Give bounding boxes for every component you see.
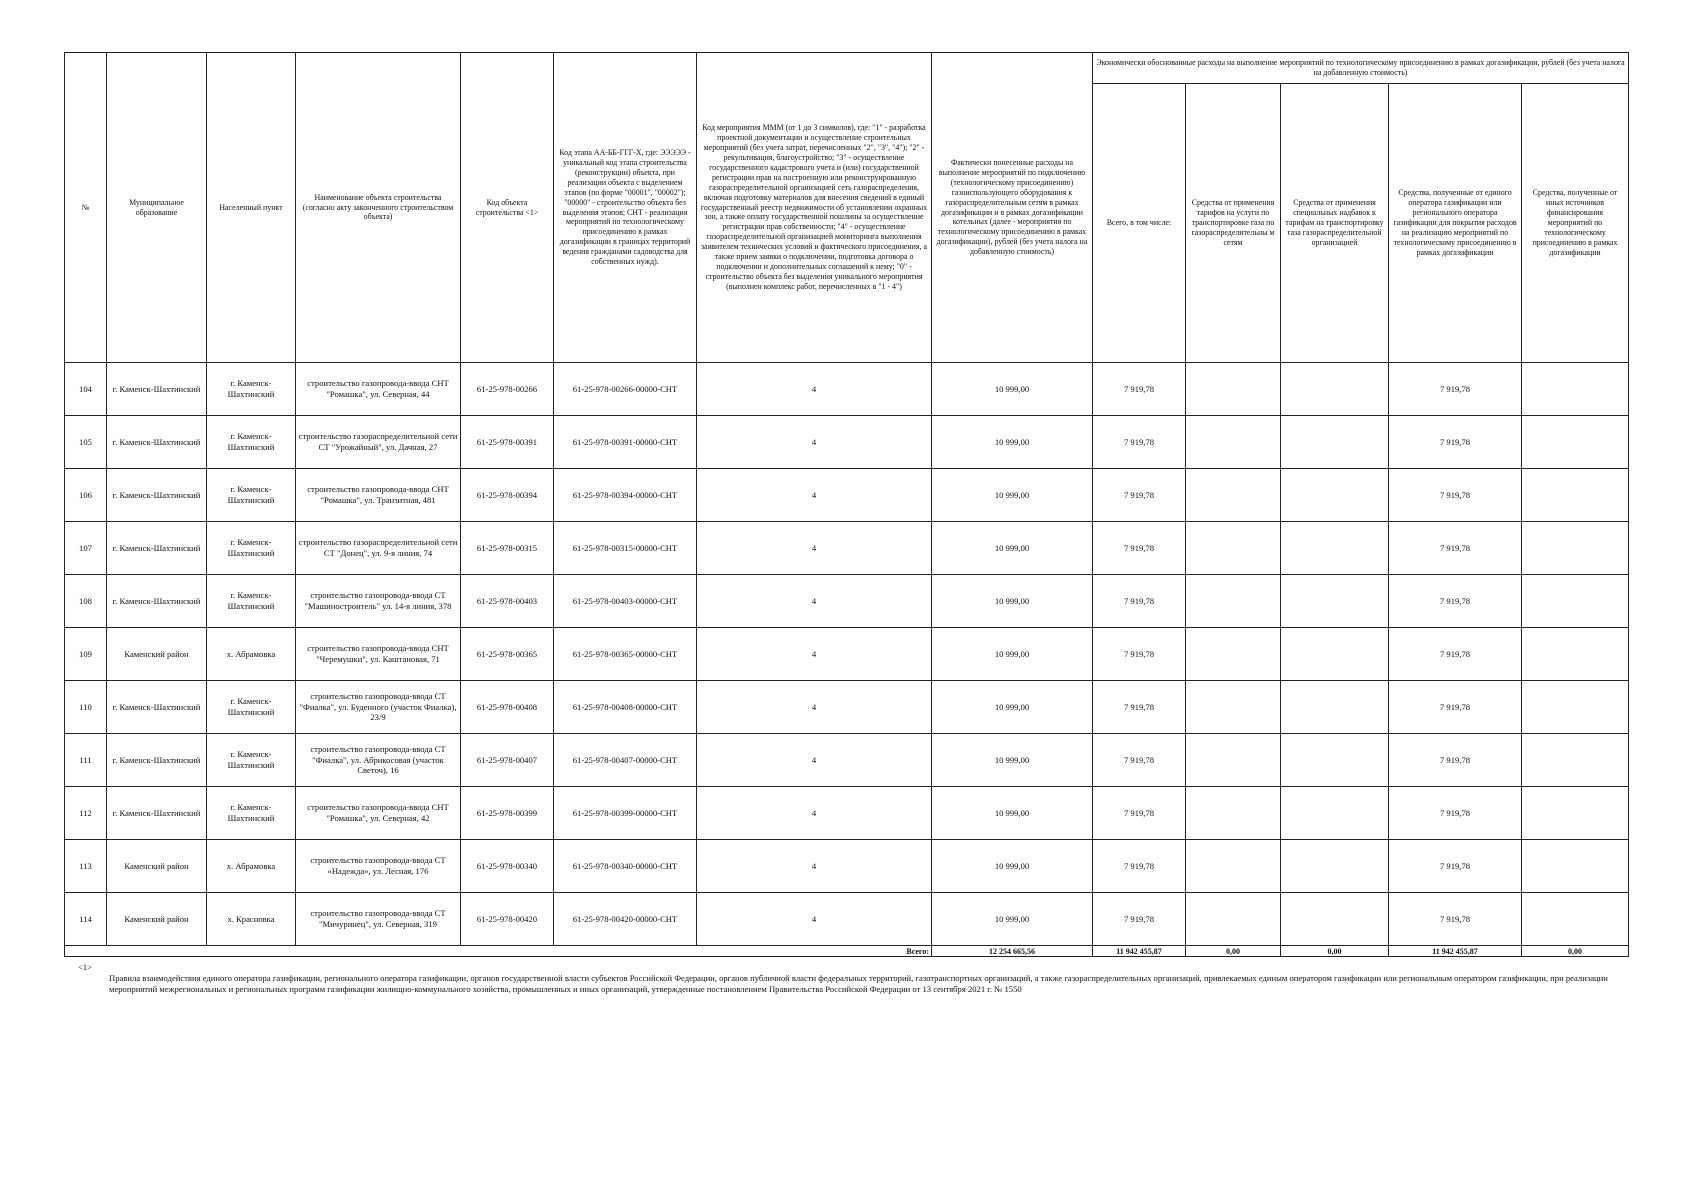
cell-other — [1522, 363, 1629, 416]
cell-tariff — [1186, 416, 1281, 469]
cell-other — [1522, 628, 1629, 681]
cell-operator: 7 919,78 — [1389, 363, 1522, 416]
cell-total: 7 919,78 — [1093, 840, 1186, 893]
cell-tariff — [1186, 734, 1281, 787]
header-tariff-funds: Средства от применения тарифов на услуги по транспортировке газа по газораспределительны м сетям — [1186, 84, 1281, 363]
totals-tariff: 0,00 — [1186, 946, 1281, 957]
cell-surcharge — [1281, 893, 1389, 946]
cell-num: 111 — [65, 734, 107, 787]
cell-settlement: г. Каменск-Шахтинский — [207, 469, 296, 522]
cell-object-name: строительство газопровода-ввода СТ "Машиностроитель" ул. 14-я линия, 378 — [296, 575, 461, 628]
cell-num: 114 — [65, 893, 107, 946]
cell-tariff — [1186, 787, 1281, 840]
cell-stage-code: 61-25-978-00315-00000-СНТ — [554, 522, 697, 575]
table-row — [65, 416, 1629, 469]
cell-stage-code: 61-25-978-00399-00000-СНТ — [554, 787, 697, 840]
totals-surcharge: 0,00 — [1281, 946, 1389, 957]
header-event-code: Код мероприятия ММM (от 1 до 3 символов), где: "1" - разработка проектной документации и осуществление строительных мероприятий (без учета затрат, перечисленных "2", "3", "4"); "2" - рекультивация, благоустройство; "3" - осуществление государственного кадастрового учета и (или) государственной регистрации прав на построенную или реконструированную газораспределительной организацией сеть газораспределения, включая подготовку материалов для внесения сведений в единый государственный реестр недвижимости об установлении охранных зон, а также оплату государственной пошлины за осуществление регистрации прав собственности; "4" - осуществление газораспределительной организацией мониторинга выполнения заявителем технических условий и фактического присоединения, а также прием заявки о подключении, подготовка договора о подключении и дополнительных соглашений к нему; "0" - строительство объекта без выделения уникального мероприятия (выполнен комплекс работ, перечисленных в "1 - 4") — [697, 53, 932, 363]
cell-operator: 7 919,78 — [1389, 681, 1522, 734]
cell-tariff — [1186, 681, 1281, 734]
cell-object-code: 61-25-978-00399 — [461, 787, 554, 840]
header-settlement: Населенный пункт — [207, 53, 296, 363]
footnote-mark: <1> — [78, 962, 92, 972]
cell-actual-costs: 10 999,00 — [932, 522, 1093, 575]
footnote — [78, 962, 1628, 995]
cell-object-code: 61-25-978-00315 — [461, 522, 554, 575]
cell-settlement: г. Каменск-Шахтинский — [207, 787, 296, 840]
cell-municipality: Каменский район — [107, 628, 207, 681]
cell-object-code: 61-25-978-00365 — [461, 628, 554, 681]
cell-object-name: строительство газопровода-ввода СНТ "Черемушки", ул. Каштановая, 71 — [296, 628, 461, 681]
cell-settlement: г. Каменск-Шахтинский — [207, 363, 296, 416]
cell-municipality: Каменский район — [107, 840, 207, 893]
cell-event-code: 4 — [697, 681, 932, 734]
cell-total: 7 919,78 — [1093, 416, 1186, 469]
header-operator-funds: Средства, полученные от единого оператора газификации или регионального оператора газификации для покрытия расходов на реализацию мероприятий по технологическому присоединению в рамках догазификации — [1389, 84, 1522, 363]
cell-municipality: г. Каменск-Шахтинский — [107, 416, 207, 469]
cell-total: 7 919,78 — [1093, 734, 1186, 787]
totals-operator: 11 942 455,87 — [1389, 946, 1522, 957]
cell-actual-costs: 10 999,00 — [932, 734, 1093, 787]
cell-num: 110 — [65, 681, 107, 734]
cell-surcharge — [1281, 522, 1389, 575]
cell-num: 113 — [65, 840, 107, 893]
cell-surcharge — [1281, 363, 1389, 416]
cell-object-code: 61-25-978-00340 — [461, 840, 554, 893]
costs-table — [64, 52, 1629, 957]
cell-num: 112 — [65, 787, 107, 840]
cell-total: 7 919,78 — [1093, 787, 1186, 840]
cell-event-code: 4 — [697, 522, 932, 575]
cell-settlement: х. Абрамовка — [207, 628, 296, 681]
cell-settlement: г. Каменск-Шахтинский — [207, 416, 296, 469]
header-actual-costs: Фактически понесенные расходы на выполнение мероприятий по подключению (технологическому присоединению) газоиспользующего оборудования к газораспределительным сетям в рамках догазификации и в рамках догазификации котельных (далее - мероприятия по технологическому присоединению в рамках догазификации), рублей (без учета налога на добавленную стоимость) — [932, 53, 1093, 363]
totals-total: 11 942 455,87 — [1093, 946, 1186, 957]
cell-object-name: строительство газораспределительной сети СТ "Донец", ул. 9-я линия, 74 — [296, 522, 461, 575]
cell-other — [1522, 575, 1629, 628]
cell-num: 108 — [65, 575, 107, 628]
cell-municipality: г. Каменск-Шахтинский — [107, 734, 207, 787]
cell-object-name: строительство газопровода-ввода СНТ "Ромашка", ул. Северная, 44 — [296, 363, 461, 416]
cell-other — [1522, 840, 1629, 893]
table-row — [65, 787, 1629, 840]
cell-event-code: 4 — [697, 840, 932, 893]
header-object-code: Код объекта строительства <1> — [461, 53, 554, 363]
cell-total: 7 919,78 — [1093, 575, 1186, 628]
cell-municipality: г. Каменск-Шахтинский — [107, 363, 207, 416]
cell-tariff — [1186, 840, 1281, 893]
cell-object-name: строительство газопровода-ввода СТ "Фиалка", ул. Буденного (участок Фиалка), 23/9 — [296, 681, 461, 734]
cell-stage-code: 61-25-978-00420-00000-СНТ — [554, 893, 697, 946]
cell-other — [1522, 522, 1629, 575]
cell-event-code: 4 — [697, 628, 932, 681]
cell-settlement: г. Каменск-Шахтинский — [207, 681, 296, 734]
cell-object-code: 61-25-978-00266 — [461, 363, 554, 416]
cell-operator: 7 919,78 — [1389, 469, 1522, 522]
table-row — [65, 575, 1629, 628]
cell-object-name: строительство газопровода-ввода СТ "Мичуринец", ул. Северная, 319 — [296, 893, 461, 946]
cell-stage-code: 61-25-978-00365-00000-СНТ — [554, 628, 697, 681]
cell-stage-code: 61-25-978-00394-00000-СНТ — [554, 469, 697, 522]
table-row — [65, 840, 1629, 893]
header-surcharge-funds: Средства от применения специальных надбавок к тарифам на транспортировку газа газораспределительной организацией — [1281, 84, 1389, 363]
cell-operator: 7 919,78 — [1389, 893, 1522, 946]
cell-object-name: строительство газораспределительной сети СТ "Урожайный", ул. Дачная, 27 — [296, 416, 461, 469]
cell-actual-costs: 10 999,00 — [932, 840, 1093, 893]
header-num: № — [65, 53, 107, 363]
cell-object-code: 61-25-978-00403 — [461, 575, 554, 628]
cell-municipality: г. Каменск-Шахтинский — [107, 681, 207, 734]
totals-row — [65, 946, 1629, 957]
cell-operator: 7 919,78 — [1389, 734, 1522, 787]
cell-municipality: Каменский район — [107, 893, 207, 946]
cell-tariff — [1186, 363, 1281, 416]
cell-stage-code: 61-25-978-00340-00000-СНТ — [554, 840, 697, 893]
cell-tariff — [1186, 575, 1281, 628]
cell-surcharge — [1281, 787, 1389, 840]
cell-num: 107 — [65, 522, 107, 575]
cell-surcharge — [1281, 469, 1389, 522]
cell-event-code: 4 — [697, 787, 932, 840]
table-row — [65, 522, 1629, 575]
header-econ-group: Экономически обоснованные расходы на выполнение мероприятий по технологическому присоединению в рамках догазификации, рублей (без учета налога на добавленную стоимость) — [1093, 53, 1629, 84]
cell-total: 7 919,78 — [1093, 893, 1186, 946]
cell-stage-code: 61-25-978-00266-00000-СНТ — [554, 363, 697, 416]
cell-object-code: 61-25-978-00394 — [461, 469, 554, 522]
cell-operator: 7 919,78 — [1389, 575, 1522, 628]
cell-stage-code: 61-25-978-00408-00000-СНТ — [554, 681, 697, 734]
cell-total: 7 919,78 — [1093, 522, 1186, 575]
cell-num: 109 — [65, 628, 107, 681]
cell-total: 7 919,78 — [1093, 469, 1186, 522]
cell-surcharge — [1281, 734, 1389, 787]
cell-object-code: 61-25-978-00420 — [461, 893, 554, 946]
cell-surcharge — [1281, 840, 1389, 893]
cell-object-name: строительство газопровода-ввода СНТ "Ромашка", ул. Северная, 42 — [296, 787, 461, 840]
cell-municipality: г. Каменск-Шахтинский — [107, 787, 207, 840]
cell-other — [1522, 734, 1629, 787]
cell-other — [1522, 893, 1629, 946]
cell-event-code: 4 — [697, 416, 932, 469]
header-object-name: Наименование объекта строительства (согласно акту законченного строительством объекта) — [296, 53, 461, 363]
cell-municipality: г. Каменск-Шахтинский — [107, 522, 207, 575]
cell-tariff — [1186, 893, 1281, 946]
cell-actual-costs: 10 999,00 — [932, 469, 1093, 522]
table-row — [65, 469, 1629, 522]
cell-num: 104 — [65, 363, 107, 416]
cell-total: 7 919,78 — [1093, 628, 1186, 681]
cell-actual-costs: 10 999,00 — [932, 575, 1093, 628]
cell-settlement: г. Каменск-Шахтинский — [207, 522, 296, 575]
cell-operator: 7 919,78 — [1389, 628, 1522, 681]
header-other-funds: Средства, полученные от иных источников финансирования мероприятий по технологическому присоединению в рамках догазификации — [1522, 84, 1629, 363]
cell-actual-costs: 10 999,00 — [932, 363, 1093, 416]
cell-tariff — [1186, 522, 1281, 575]
cell-stage-code: 61-25-978-00391-00000-СНТ — [554, 416, 697, 469]
cell-surcharge — [1281, 681, 1389, 734]
totals-actual-costs: 12 254 665,56 — [932, 946, 1093, 957]
cell-operator: 7 919,78 — [1389, 416, 1522, 469]
cell-other — [1522, 681, 1629, 734]
header-total-incl: Всего, в том числе: — [1093, 84, 1186, 363]
cell-total: 7 919,78 — [1093, 681, 1186, 734]
header-municipality: Муниципальное образование — [107, 53, 207, 363]
totals-label: Всего: — [65, 946, 932, 957]
cell-object-code: 61-25-978-00408 — [461, 681, 554, 734]
cell-actual-costs: 10 999,00 — [932, 416, 1093, 469]
cell-event-code: 4 — [697, 734, 932, 787]
cell-settlement: х. Красновка — [207, 893, 296, 946]
totals-other: 0,00 — [1522, 946, 1629, 957]
cell-stage-code: 61-25-978-00403-00000-СНТ — [554, 575, 697, 628]
cell-event-code: 4 — [697, 575, 932, 628]
cell-object-name: строительство газопровода-ввода СТ "Фиалка", ул. Абрикосовая (участок Светоч), 16 — [296, 734, 461, 787]
cell-other — [1522, 416, 1629, 469]
cell-stage-code: 61-25-978-00407-00000-СНТ — [554, 734, 697, 787]
cell-event-code: 4 — [697, 893, 932, 946]
table-row — [65, 681, 1629, 734]
cell-settlement: г. Каменск-Шахтинский — [207, 575, 296, 628]
cell-municipality: г. Каменск-Шахтинский — [107, 469, 207, 522]
cell-surcharge — [1281, 628, 1389, 681]
cell-other — [1522, 469, 1629, 522]
cell-operator: 7 919,78 — [1389, 522, 1522, 575]
cell-object-code: 61-25-978-00407 — [461, 734, 554, 787]
table-row — [65, 363, 1629, 416]
table-row — [65, 628, 1629, 681]
cell-num: 106 — [65, 469, 107, 522]
cell-object-name: строительство газопровода-ввода СНТ "Ромашка", ул. Транзитная, 481 — [296, 469, 461, 522]
cell-event-code: 4 — [697, 363, 932, 416]
cell-tariff — [1186, 469, 1281, 522]
cell-tariff — [1186, 628, 1281, 681]
cell-num: 105 — [65, 416, 107, 469]
cell-object-name: строительство газопровода-ввода СТ «Надежда», ул. Лесная, 176 — [296, 840, 461, 893]
table-row — [65, 734, 1629, 787]
header-stage-code: Код этапа АА-ББ-ГГГ-Х, где: ЭЭЭЭЭ - уникальный код этапа строительства (реконструкции) объекта, при реализации объекта с выделением этапов (по форме "00001", "00002"); "00000" - строительство объекта без выделения этапов; СНТ - реализация мероприятий по технологическому присоединению в рамках догазификации в границах территорий ведения гражданами садоводства для собственных нужд). — [554, 53, 697, 363]
cell-other — [1522, 787, 1629, 840]
table-row — [65, 893, 1629, 946]
cell-actual-costs: 10 999,00 — [932, 681, 1093, 734]
cell-settlement: г. Каменск-Шахтинский — [207, 734, 296, 787]
cell-actual-costs: 10 999,00 — [932, 893, 1093, 946]
cell-municipality: г. Каменск-Шахтинский — [107, 575, 207, 628]
cell-event-code: 4 — [697, 469, 932, 522]
cell-operator: 7 919,78 — [1389, 787, 1522, 840]
cell-actual-costs: 10 999,00 — [932, 628, 1093, 681]
cell-surcharge — [1281, 416, 1389, 469]
cell-settlement: х. Абрамовка — [207, 840, 296, 893]
cell-object-code: 61-25-978-00391 — [461, 416, 554, 469]
cell-actual-costs: 10 999,00 — [932, 787, 1093, 840]
cell-surcharge — [1281, 575, 1389, 628]
footnote-text: Правила взаимодействия единого оператора газификации, регионального оператора газификации, органов государственной власти субъектов Российской Федерации, органов публичной власти федеральных территорий, газотранспортных организаций, а также газораспределительных организаций, привлекаемых единым оператором газификации или региональным оператором газификации, при реализации мероприятий межрегиональных и региональных программ газификации жилищно-коммунального хозяйства, промышленных и иных организаций, утвержденные постановлением Правительства Российской Федерации от 13 сентября 2021 г. № 1550 — [109, 973, 1608, 994]
cell-operator: 7 919,78 — [1389, 840, 1522, 893]
cell-total: 7 919,78 — [1093, 363, 1186, 416]
